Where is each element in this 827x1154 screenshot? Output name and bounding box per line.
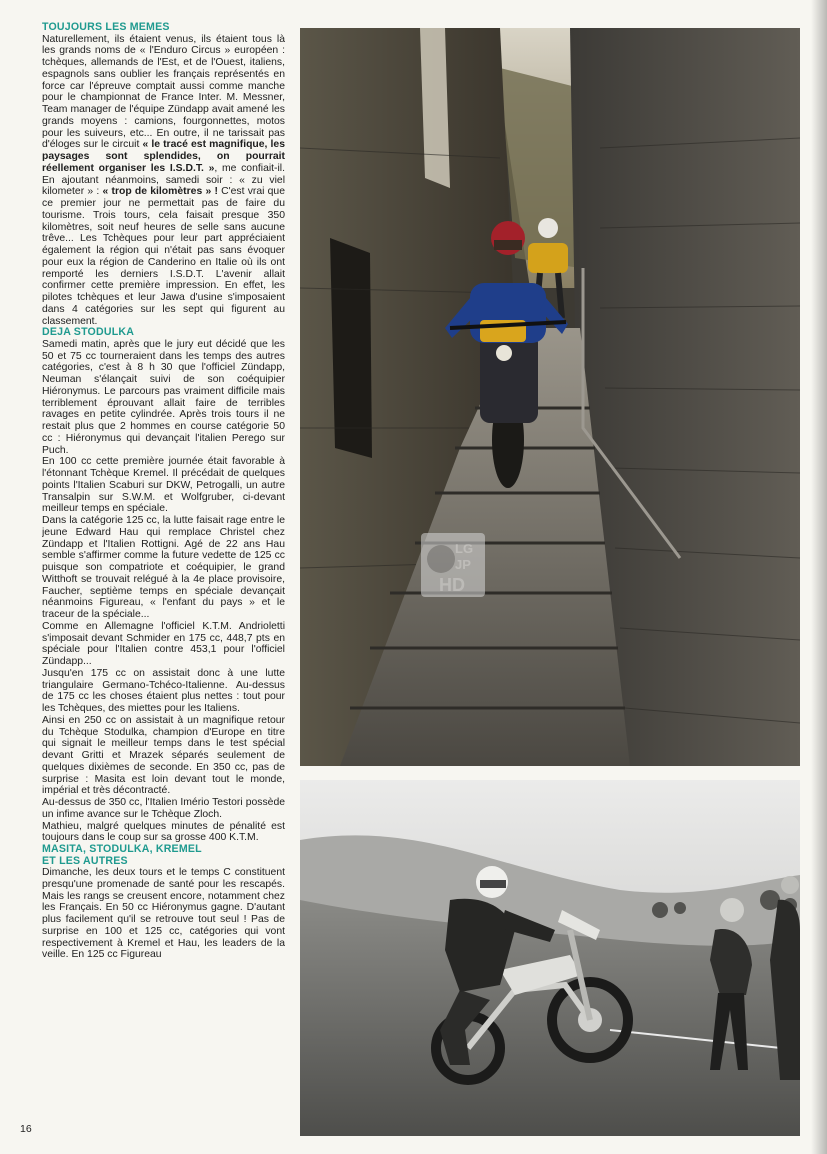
photo-rider-illustration	[300, 780, 800, 1136]
heading-line: ET LES AUTRES	[42, 854, 128, 867]
photo-stairs-descent	[300, 28, 800, 766]
article-paragraph: Dimanche, les deux tours et le temps C constituent presqu'une promenade de santé pour les rescapés. Mais les rangs se creusent encore, notamment chez les Français. En 50 cc Hiéronymus gagne. D'autant plus facilement qu'il se retrouve tout seul ! Pas de surprise en 100 et 125 cc, catégories qui vont respectivement à Kremel et Hau, les leaders de la veille. En 125 cc Figureau	[42, 867, 285, 961]
watermark-line2: JP	[455, 557, 471, 572]
article-paragraph: En 100 cc cette première journée était favorable à l'étonnant Tchèque Kremel. Il précédait de quelques points l'Italien Scaburi sur DKW, Petrogalli, un autre Transalpin sur S.W.M. et Wolfgruber, ci-devant meilleur temps en spéciale.	[42, 456, 285, 515]
section-heading-deja-stodulka: DEJA STODULKA	[42, 326, 135, 339]
page-edge-shadow	[811, 0, 827, 1154]
watermark-line1: LG	[455, 541, 474, 556]
article-paragraph: Samedi matin, après que le jury eut décidé que les 50 et 75 cc tourneraient dans les temps des autres catégories, c'est à 8 h 30 que l'officiel Zündapp, Neuman s'élançait suivi de son coéquipier Hiéronymus. Le parcours pas vraiment difficile mais terriblement éprouvant allait faire de terribles ravages en petite cylindrée. Après trois tours il ne restait plus que 2 hommes en course catégorie 50 cc : Hiéronymus qui devançait l'italien Perego sur Puch.	[42, 338, 285, 456]
photo-stairs-illustration	[300, 28, 800, 766]
text-run: , me confiait-il. En ajoutant néanmoins, samedi soir : « zu viel kilometer » :	[42, 162, 285, 198]
article-paragraph: Dans la catégorie 125 cc, la lutte faisait rage entre le jeune Edward Hau qui remplace Christel chez Zündapp et l'Italien Rottigni. Agé de 22 ans Hau semble s'affirmer comme la future vedette de 125 cc puisque son compatriote et coéquipier, le grand Witthoft se trouvait relégué à la 4e place provisoire, Faucher, septième temps en spéciale devançait néanmoins Figureau, « l'enfant du pays » et le traceur de la spéciale...	[42, 515, 285, 620]
article-column	[42, 22, 285, 1140]
quote-bold: « le tracé est magnifique, les paysages sont splendides, on pourrait réellement organiser les I.S.D.T. »	[42, 139, 285, 174]
watermark-logo	[421, 533, 485, 597]
text-run: C'est vrai que ce premier jour ne permettait pas de faire du tourisme. Trois tours, cela faisait presque 350 kilomètres, soit neuf heures de selle sans aucune trêve... Les Tchèques pour leur part appréciaient également la région qui n'était pas sans évoquer pour eux la région de Canderino en Italie où ils ont remporté les derniers I.S.D.T. L'avenir allait confirmer cette première impression. En effet, les pilotes tchèques et leur Jawa d'usine s'imposaient dans 4 catégories sur les sept qui figurent au classement.	[42, 186, 285, 327]
heading-line: MASITA, STODULKA, KREMEL	[42, 843, 202, 855]
photo-rider-spectators	[300, 780, 800, 1136]
page-number: 16	[20, 1123, 32, 1135]
article-paragraph: Comme en Allemagne l'officiel K.T.M. Andrioletti s'imposait devant Schmider en 175 cc, 448,7 pts en spéciale pour l'Italien contre 453,1 pour l'officiel Zündapp...	[42, 620, 285, 667]
article-paragraph: Mathieu, malgré quelques minutes de pénalité est toujours dans le coup sur sa grosse 400 K.T.M.	[42, 820, 285, 844]
section-heading-masita	[42, 844, 285, 867]
watermark-line3: HD	[439, 575, 465, 595]
article-paragraph: Ainsi en 250 cc on assistait à un magnifique retour du Tchèque Stodulka, champion d'Europe en titre qui signait le meilleur temps dans le test spécial devant Gritti et Mrazek séparés seulement de quelques dixièmes de seconde. En 350 cc, pas de surprise : Masita est loin devant tout le monde, impérial et très décontracté.	[42, 714, 285, 797]
text-run: Naturellement, ils étaient venus, ils étaient tous là les grands noms de « l'Enduro Circus » européen : tchèques, allemands de l'Est, et de l'Ouest, italiens, espagnols sans oublier les français représentés en force car l'épreuve comptait aussi comme manche pour le championnat de France Inter. M. Messner, Team manager de l'équipe Zündapp avait amené les grands moyens : camions, fourgonnettes, motos pour les suiveurs, etc... En outre, il ne tarissait pas d'éloges sur le circuit	[42, 33, 285, 151]
article-paragraph: Au-dessus de 350 cc, l'Italien Imério Testori possède un infime avance sur le Tchèque Zloch.	[42, 797, 285, 820]
article-paragraph	[42, 34, 285, 328]
article-paragraph: Jusqu'en 175 cc on assistait donc à une lutte triangulaire Germano-Tchéco-Italienne. Au-dessus de 175 cc les choses étaient plus nettes : tout pour les Tchèques, des miettes pour les Italiens.	[42, 667, 285, 714]
section-heading-toujours: TOUJOURS LES MEMES	[42, 22, 170, 33]
quote-bold: « trop de kilomètres » !	[102, 186, 218, 198]
watermark-badge-icon	[421, 533, 485, 597]
